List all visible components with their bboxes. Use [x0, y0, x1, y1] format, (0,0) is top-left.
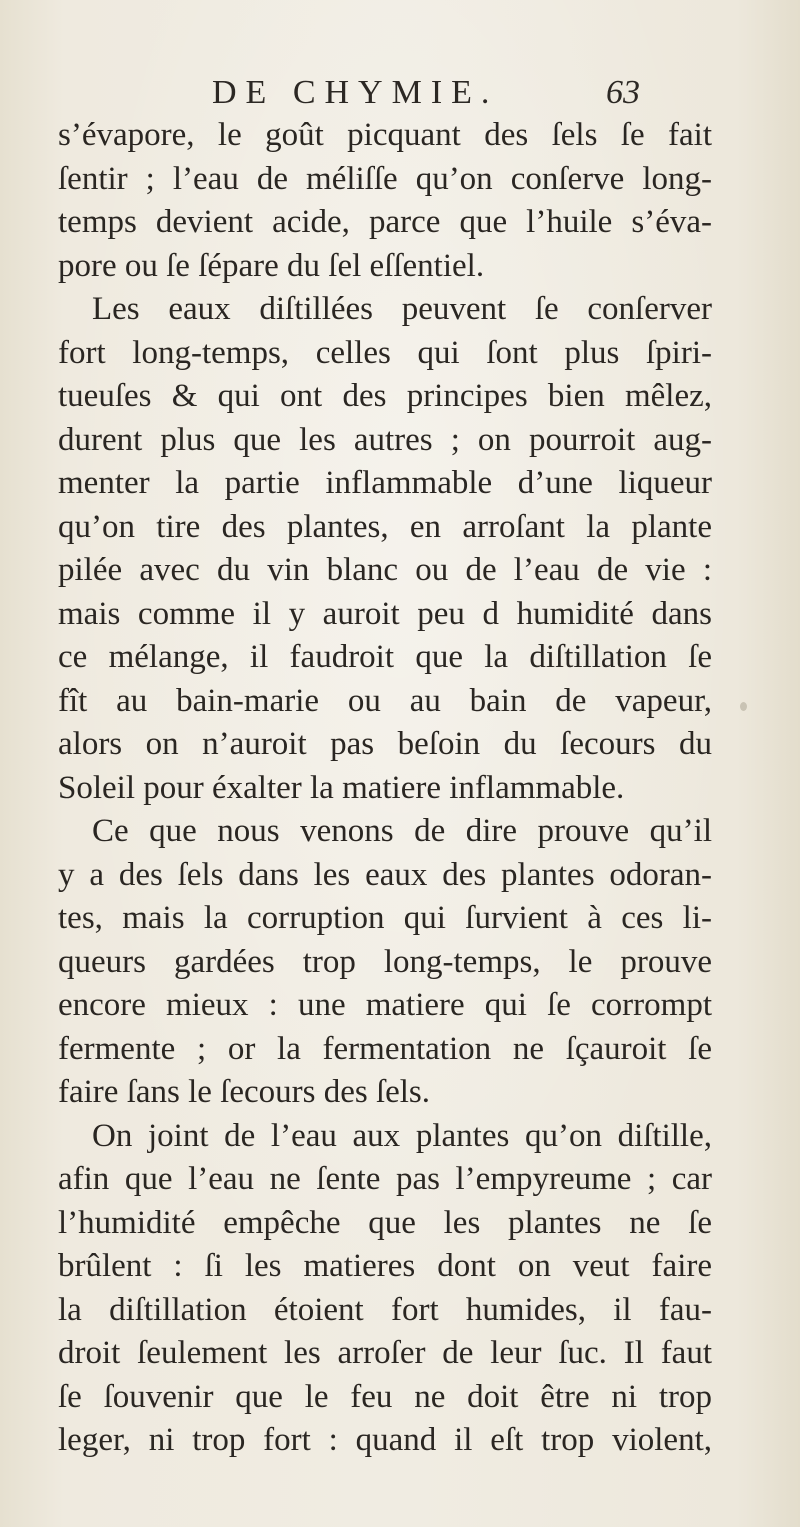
text-line: menter la partie inflammable d’une liqueur — [58, 465, 712, 501]
text-line: y a des ſels dans les eaux des plantes odoran- — [58, 856, 712, 893]
text-line: fermente ; or la fermentation ne ſçauroit ſe — [58, 1030, 712, 1067]
page-header — [0, 72, 800, 116]
text-line: droit ſeulement les arroſer de leur ſuc. Il faut — [58, 1335, 712, 1371]
text-line: ſentir ; l’eau de méliſſe qu’on conſerve long- — [58, 160, 712, 197]
text-line: alors on n’auroit pas beſoin du ſecours du — [58, 726, 712, 762]
text-line: fort long-temps, celles qui ſont plus ſpiri- — [58, 334, 712, 371]
text-line: qu’on tire des plantes, en arroſant la plante — [58, 508, 712, 545]
text-line: Soleil pour éxalter la matiere inflammable. — [58, 769, 625, 806]
text-line: encore mieux : une matiere qui ſe corrompt — [58, 987, 712, 1023]
text-line: faire ſans le ſecours des ſels. — [58, 1074, 431, 1110]
text-line: ce mélange, il faudroit que la diſtillation ſe — [58, 639, 712, 675]
text-line: queurs gardées trop long-temps, le prouve — [58, 943, 712, 980]
text-line: s’évapore, le goût picquant des ſels ſe fait — [58, 117, 712, 153]
text-line: durent plus que les autres ; on pourroit aug- — [58, 421, 712, 458]
text-line: ſe ſouvenir que le feu ne doit être ni trop — [58, 1378, 712, 1415]
text-line: fît au bain-marie ou au bain de vapeur, — [58, 682, 712, 719]
body-text — [58, 114, 712, 1463]
text-line: tes, mais la corruption qui ſurvient à ces li- — [58, 900, 712, 936]
page-number: 63 — [606, 74, 640, 111]
text-line: mais comme il y auroit peu d humidité dans — [58, 595, 712, 632]
text-line: leger, ni trop fort : quand il eſt trop violent, — [58, 1422, 712, 1458]
text-line: brûlent : ſi les matieres dont on veut faire — [58, 1248, 712, 1284]
text-line: tueuſes & qui ont des principes bien mêlez, — [58, 378, 712, 414]
paper-blemish — [740, 702, 747, 711]
text-line: l’humidité empêche que les plantes ne ſe — [58, 1204, 712, 1241]
text-line: pilée avec du vin blanc ou de l’eau de vie : — [58, 552, 712, 588]
text-line: Ce que nous venons de dire prouve qu’il — [92, 813, 712, 849]
text-line: la diſtillation étoient fort humides, il fau- — [58, 1291, 712, 1328]
text-line: afin que l’eau ne ſente pas l’empyreume ; car — [58, 1161, 712, 1197]
text-line: On joint de l’eau aux plantes qu’on diſtille, — [92, 1117, 712, 1154]
running-head: DE CHYMIE. — [212, 74, 499, 111]
text-line: temps devient acide, parce que l’huile s’éva- — [58, 204, 712, 240]
text-line: pore ou ſe ſépare du ſel eſſentiel. — [58, 247, 485, 284]
text-line: Les eaux diſtillées peuvent ſe conſerver — [92, 291, 712, 327]
